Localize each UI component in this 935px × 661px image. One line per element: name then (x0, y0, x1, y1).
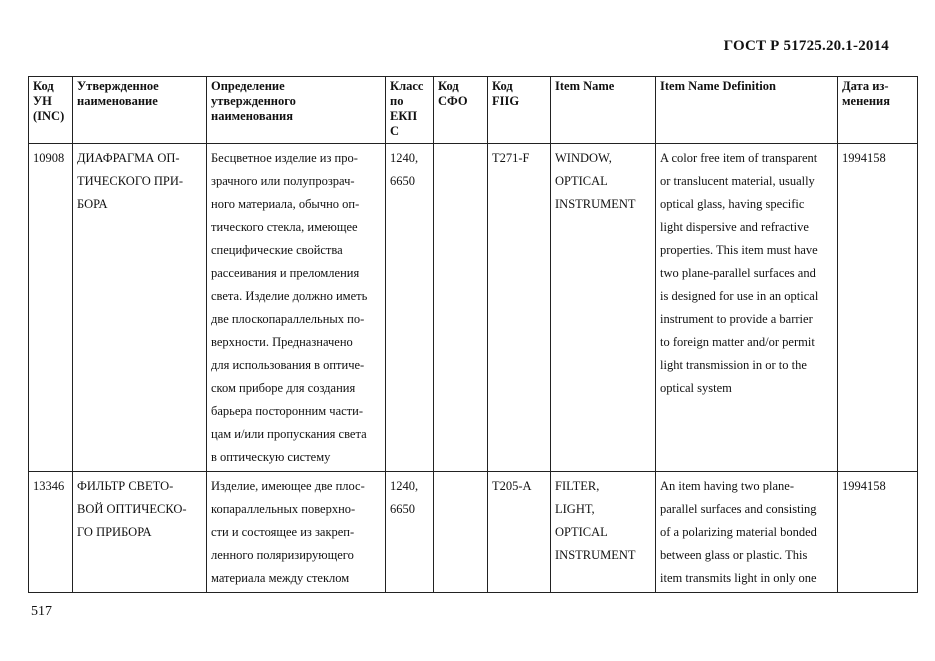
document-code: ГОСТ Р 51725.20.1-2014 (723, 38, 889, 54)
cell-fiig: T271-F (488, 144, 551, 472)
header-code-inc: Код УН (INC) (29, 77, 73, 144)
cell-change-date: 1994158 (838, 472, 918, 593)
cell-definition: Бесцветное изделие из про- зрачного или полупрозрач- ного материала, обычно оп- тического стекла, имеющее специфические свойства рассеивания и преломления света. Изделие должно иметь две плоскопараллельных по- верхности. Предназначено для использования в оптиче- ском приборе для создания барьера посторонним части- цам и/или пропускания света в оптическую систему (207, 144, 386, 472)
header-fiig: Код FIIG (488, 77, 551, 144)
table-row (29, 144, 918, 472)
header-class: Класс по ЕКП С (386, 77, 434, 144)
header-sfo: Код СФО (434, 77, 488, 144)
cell-approved-name: ФИЛЬТР СВЕТО- ВОЙ ОПТИЧЕСКО- ГО ПРИБОРА (73, 472, 207, 593)
cell-fiig: T205-A (488, 472, 551, 593)
cell-code: 10908 (29, 144, 73, 472)
header-item-name: Item Name (551, 77, 656, 144)
cell-definition: Изделие, имеющее две плос- копараллельных поверхно- сти и состоящее из закреп- ленного поляризирующего материала между стеклом (207, 472, 386, 593)
header-definition: Определение утвержденного наименования (207, 77, 386, 144)
cell-item-name: WINDOW, OPTICAL INSTRUMENT (551, 144, 656, 472)
header-change-date: Дата из- менения (838, 77, 918, 144)
header-approved-name: Утвержденное наименование (73, 77, 207, 144)
cell-sfo (434, 472, 488, 593)
cell-class: 1240, 6650 (386, 472, 434, 593)
cell-code: 13346 (29, 472, 73, 593)
data-table (28, 76, 918, 593)
page-number: 517 (31, 604, 52, 619)
cell-sfo (434, 144, 488, 472)
table-row (29, 472, 918, 593)
cell-item-definition: A color free item of transparent or translucent material, usually optical glass, having specific light dispersive and refractive properties. This item must have two plane-parallel surfaces and is designed for use in an optical instrument to provide a barrier to foreign matter and/or permit light transmission in or to the optical system (656, 144, 838, 472)
cell-item-definition: An item having two plane- parallel surfaces and consisting of a polarizing material bonded between glass or plastic. This item transmits light in only one (656, 472, 838, 593)
cell-change-date: 1994158 (838, 144, 918, 472)
cell-approved-name: ДИАФРАГМА ОП- ТИЧЕСКОГО ПРИ- БОРА (73, 144, 207, 472)
header-item-name-definition: Item Name Definition (656, 77, 838, 144)
table-header-row (29, 77, 918, 144)
cell-item-name: FILTER, LIGHT, OPTICAL INSTRUMENT (551, 472, 656, 593)
cell-class: 1240, 6650 (386, 144, 434, 472)
